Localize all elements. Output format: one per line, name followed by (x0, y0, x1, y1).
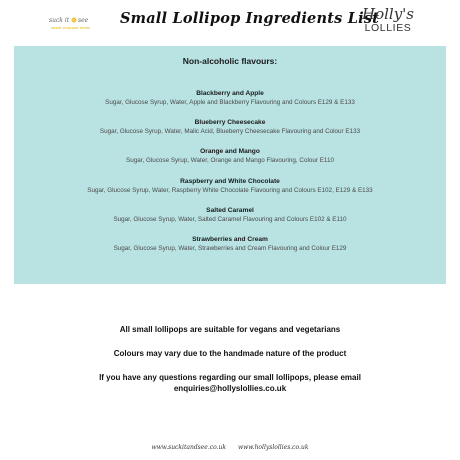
questions-note (0, 372, 460, 394)
flavour-ingredients: Sugar, Glucose Syrup, Water, Orange and Mango Flavouring, Colour E110 (126, 157, 334, 164)
panel-heading: Non-alcoholic flavours: (182, 56, 278, 66)
website-left-link[interactable]: www.suckitandsee.co.uk (151, 444, 227, 451)
flavour-item (14, 89, 446, 107)
flavour-ingredients: Sugar, Glucose Syrup, Water, Malic Acid, Blueberry Cheesecake Flavouring and Colour E133 (99, 128, 361, 135)
page-footer (0, 444, 460, 451)
flavour-ingredients: Sugar, Glucose Syrup, Water, Strawberries and Cream Flavouring and Colour E129 (113, 245, 347, 252)
logo-script-text: Holly's (361, 5, 414, 23)
flavour-item (14, 177, 446, 195)
flavour-item (14, 118, 446, 136)
flavour-name: Raspberry and White Chocolate (180, 178, 280, 185)
flavour-name: Strawberries and Cream (192, 236, 268, 243)
svg-text:suck it: suck it (49, 17, 70, 24)
flavour-name: Blueberry Cheesecake (194, 119, 266, 126)
flavours-panel (14, 46, 446, 284)
page-title: Small Lollipop Ingredients List (120, 10, 380, 27)
svg-text:see: see (78, 17, 89, 24)
flavour-name: Orange and Mango (200, 148, 260, 155)
svg-text:sweet wrapped treats: sweet wrapped treats (51, 26, 91, 30)
page-header (0, 0, 460, 46)
suck-it-and-see-logo (47, 14, 95, 32)
suck-it-and-see-logo-image (47, 14, 95, 32)
website-right-link[interactable]: www.hollyslollies.co.uk (237, 444, 309, 451)
logo-caps-text: LOLLIES (364, 22, 412, 34)
flavour-ingredients: Sugar, Glucose Syrup, Water, Raspberry White Chocolate Flavouring and Colours E102, E129 & E133 (87, 187, 373, 194)
flavour-ingredients: Sugar, Glucose Syrup, Water, Apple and Blackberry Flavouring and Colours E129 & E133 (105, 99, 355, 106)
questions-text: If you have any questions regarding our small lollipops, please email (99, 373, 361, 382)
hollys-lollies-logo (359, 6, 417, 42)
contact-email: enquiries@hollyslollies.co.uk (173, 384, 287, 393)
flavour-name: Salted Caramel (206, 207, 254, 214)
flavour-ingredients: Sugar, Glucose Syrup, Water, Salted Caramel Flavouring and Colours E102 & E110 (113, 216, 347, 223)
flavour-item (14, 206, 446, 224)
flavour-item (14, 235, 446, 253)
colours-note: Colours may vary due to the handmade nature of the product (113, 349, 347, 358)
vegan-note: All small lollipops are suitable for vegans and vegetarians (119, 325, 341, 334)
flavour-name: Blackberry and Apple (196, 90, 264, 97)
flavour-item (14, 147, 446, 165)
